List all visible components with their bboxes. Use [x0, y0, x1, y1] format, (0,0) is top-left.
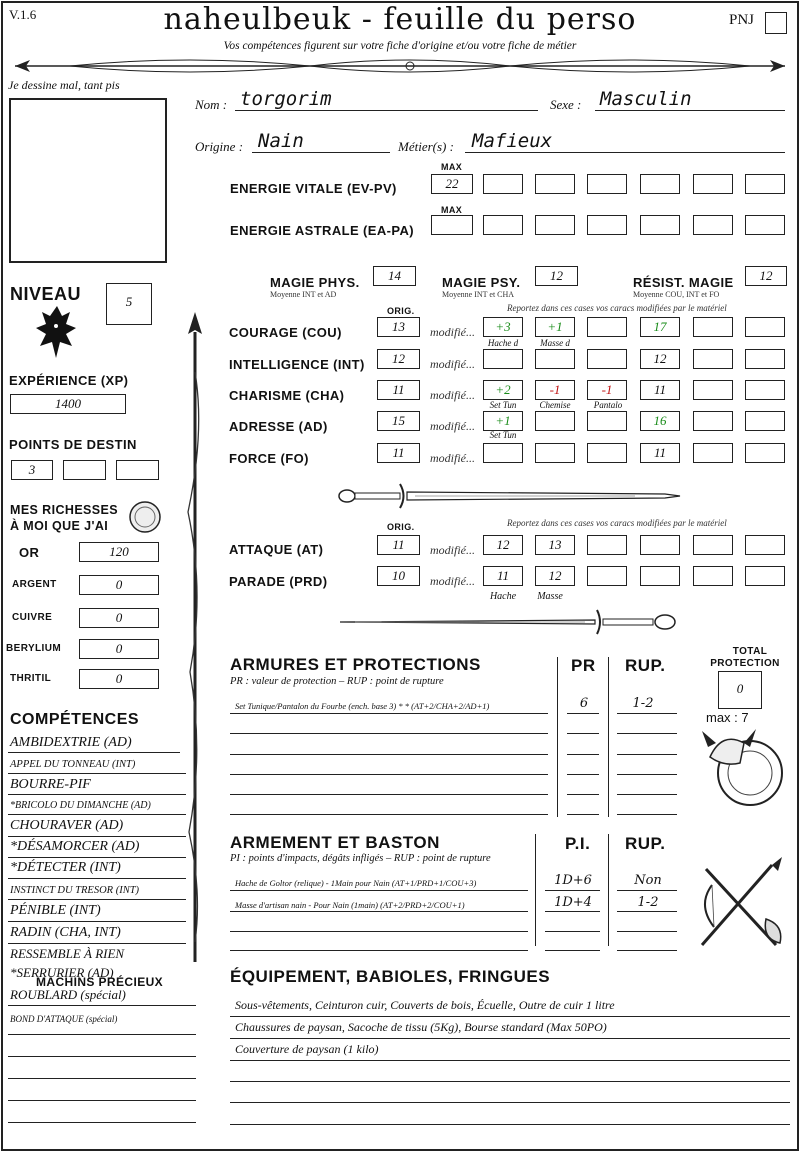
combat-note: Hache: [489, 591, 517, 602]
combat-mod-value: 11: [496, 568, 510, 583]
skill-line: [8, 1100, 196, 1101]
stat-orig-value: 13: [392, 319, 405, 334]
stat-mod-box[interactable]: [535, 349, 575, 369]
sword-icon: [335, 480, 685, 512]
berylium-box[interactable]: [79, 639, 159, 659]
ev-box[interactable]: [693, 174, 733, 194]
skill-item[interactable]: *SERRURIER (AD): [10, 965, 114, 980]
armure-line: [230, 814, 548, 815]
or-label: OR: [19, 545, 40, 560]
skill-line: [8, 1056, 196, 1057]
stat-mod-box[interactable]: [640, 317, 680, 337]
stat-orig-box[interactable]: [377, 317, 420, 337]
arme-line: [617, 890, 677, 891]
ev-label: ENERGIE VITALE (EV-PV): [230, 181, 397, 196]
attaque-orig-box[interactable]: [377, 535, 420, 555]
combat-mod-value: 12: [548, 568, 562, 583]
combat-note: Masse: [537, 591, 563, 602]
magie-phys-label: MAGIE PHYS.: [270, 275, 360, 290]
stat-mod-value: 16: [653, 413, 667, 428]
dragon-icon: [34, 302, 80, 362]
stat-orig-value: 15: [392, 413, 405, 428]
stat-mod-note: Masse d: [540, 338, 570, 348]
skill-line: [8, 1034, 196, 1035]
version-label: V.1.6: [9, 7, 37, 22]
stat-label-cou: COURAGE (COU): [229, 325, 342, 340]
magie-psy-box[interactable]: [535, 266, 578, 286]
armures-title: ARMURES ET PROTECTIONS: [230, 655, 481, 674]
stat-mod-box[interactable]: [693, 380, 733, 400]
stat-mod-box[interactable]: [640, 411, 680, 431]
stat-mod-note: Chemise: [539, 400, 571, 410]
stat-mod-box[interactable]: [587, 349, 627, 369]
modifie-label: modifié...: [430, 419, 475, 433]
combat-mod-box[interactable]: [745, 535, 785, 555]
destin-box[interactable]: [11, 460, 53, 480]
stat-mod-value: 11: [653, 445, 667, 460]
skill-item[interactable]: RESSEMBLE À RIEN: [10, 946, 125, 961]
stat-mod-box[interactable]: [745, 443, 785, 463]
stat-orig-value: 11: [392, 445, 405, 460]
destin-box[interactable]: [63, 460, 106, 480]
modifie-label: modifié...: [430, 325, 475, 339]
combat-mod-box[interactable]: [483, 535, 523, 555]
orig-label: ORIG.: [387, 306, 415, 316]
equipement-line: [230, 1081, 790, 1082]
armure-line: [617, 754, 677, 755]
skill-line: [8, 794, 186, 795]
page-subtitle: Vos compétences figurent sur votre fiche d'origine et/ou votre fiche de métier: [223, 40, 577, 52]
skill-item[interactable]: ROUBLARD (spécial): [10, 987, 126, 1002]
stat-mod-note: Set Tun: [489, 400, 517, 410]
arme-row-pi[interactable]: 1D+4: [554, 895, 592, 910]
combat-mod-value: 13: [548, 537, 562, 552]
resist-magie-box[interactable]: [745, 266, 787, 286]
nom-value[interactable]: torgorim: [240, 88, 332, 110]
metier-value[interactable]: Mafieux: [472, 130, 553, 152]
berylium-value: 0: [115, 641, 123, 656]
metier-label: Métier(s) :: [398, 139, 454, 154]
stat-mod-value: +1: [495, 413, 511, 428]
resist-magie-label: RÉSIST. MAGIE: [633, 275, 734, 290]
ea-box[interactable]: [745, 215, 785, 235]
stats-hint: Reportez dans ces cases vos caracs modifiées par le matériel: [507, 303, 727, 313]
armure-line: [617, 794, 677, 795]
stat-label-cha: CHARISME (CHA): [229, 388, 345, 403]
equipement-line: [230, 1102, 790, 1103]
stat-mod-box[interactable]: [640, 380, 680, 400]
armure-line: [567, 774, 599, 775]
stat-mod-box[interactable]: [587, 411, 627, 431]
magie-phys-box[interactable]: [373, 266, 416, 286]
equipement-line: [230, 1124, 790, 1125]
arme-line: [545, 911, 600, 912]
xp-label: EXPÉRIENCE (XP): [9, 373, 129, 388]
niveau-box[interactable]: [106, 283, 152, 325]
ea-box[interactable]: [587, 215, 627, 235]
stat-mod-box[interactable]: [535, 443, 575, 463]
stat-mod-note: Set Tun: [489, 430, 517, 440]
stat-orig-value: 11: [392, 382, 405, 397]
or-box[interactable]: [79, 542, 159, 562]
destin-value: 3: [28, 462, 36, 477]
skill-line: [8, 899, 186, 900]
skill-line: [8, 1122, 196, 1123]
destin-box[interactable]: [116, 460, 159, 480]
armure-line: [567, 814, 599, 815]
ev-max-label: MAX: [441, 162, 463, 172]
armures-subtitle: PR : valeur de protection – RUP : point de rupture: [230, 676, 444, 687]
cuivre-value: 0: [115, 610, 123, 625]
thritil-box[interactable]: [79, 669, 159, 689]
weapons-icon: [692, 855, 787, 955]
combat-mod-box[interactable]: [640, 566, 680, 586]
stat-mod-value: +2: [495, 382, 511, 397]
arme-line: [617, 950, 677, 951]
stat-mod-note: Pantalo: [593, 400, 623, 410]
resist-magie-note: Moyenne COU, INT et FO: [633, 290, 720, 299]
armure-row-name[interactable]: Set Tunique/Pantalon du Fourbe (ench. base 3) * * (AT+2/CHA+2/AD+1): [235, 701, 490, 711]
combat-mod-box[interactable]: [693, 535, 733, 555]
ornament-arrow-icon: [10, 54, 790, 78]
arme-line: [545, 950, 600, 951]
skill-item[interactable]: AMBIDEXTRIE (AD): [10, 735, 132, 750]
skill-line: [8, 752, 180, 753]
skill-item[interactable]: APPEL DU TONNEAU (INT): [10, 759, 136, 770]
ev-max-value: 22: [445, 176, 459, 191]
modifie-label: modifié...: [430, 357, 475, 371]
sword-icon: [335, 606, 685, 638]
armure-line: [230, 733, 548, 734]
ea-box[interactable]: [535, 215, 575, 235]
equipement-row[interactable]: Sous-vêtements, Ceinturon cuir, Couverts de bois, Écuelle, Outre de cuir 1 litre: [235, 998, 615, 1012]
armure-line: [617, 733, 677, 734]
combat-mod-box[interactable]: [745, 566, 785, 586]
arme-line: [617, 911, 677, 912]
skill-line: [8, 1005, 196, 1006]
stat-mod-value: 17: [653, 319, 667, 334]
attaque-label: ATTAQUE (AT): [229, 542, 324, 557]
arme-line: [230, 931, 528, 932]
stat-mod-box[interactable]: [693, 349, 733, 369]
arme-row-name[interactable]: Masse d'artisan nain - Pour Nain (1main) (AT+2/PRD+2/COU+1): [235, 900, 465, 910]
stat-mod-box[interactable]: [693, 443, 733, 463]
ev-box[interactable]: [640, 174, 680, 194]
magie-phys-note: Moyenne INT et AD: [270, 290, 337, 299]
arme-row-rup[interactable]: Non: [634, 873, 662, 888]
spear-icon: [180, 312, 210, 972]
stat-mod-value: -1: [601, 382, 613, 397]
ea-max-box[interactable]: [431, 215, 473, 235]
ea-label: ENERGIE ASTRALE (EA-PA): [230, 223, 414, 238]
stat-mod-box[interactable]: [587, 443, 627, 463]
armement-col-divider: [608, 834, 609, 946]
parade-orig-box[interactable]: [377, 566, 420, 586]
cuivre-label: CUIVRE: [12, 612, 53, 623]
skill-line: [8, 857, 186, 858]
armement-col-divider: [535, 834, 536, 946]
stat-orig-value: 12: [392, 351, 405, 366]
armures-col-divider: [608, 657, 609, 817]
combat-mod-box[interactable]: [640, 535, 680, 555]
armures-col-rup: RUP.: [625, 656, 666, 675]
equipement-title: ÉQUIPEMENT, BABIOLES, FRINGUES: [230, 967, 551, 986]
niveau-label: NIVEAU: [10, 284, 82, 304]
skill-line: [8, 878, 186, 879]
stat-mod-box[interactable]: [693, 317, 733, 337]
modifie-label: modifié...: [430, 388, 475, 402]
armement-col-pi: P.I.: [565, 834, 591, 853]
arme-line: [230, 911, 528, 912]
stat-mod-box[interactable]: [483, 411, 523, 431]
skill-item[interactable]: BOURRE-PIF: [10, 777, 91, 792]
magie-psy-value: 12: [550, 268, 563, 283]
stat-mod-box[interactable]: [535, 317, 575, 337]
combat-mod-box[interactable]: [693, 566, 733, 586]
armure-line: [617, 814, 677, 815]
armure-line: [230, 754, 548, 755]
nom-label: Nom :: [195, 97, 228, 112]
stat-mod-value: 12: [653, 351, 667, 366]
resist-magie-value: 12: [759, 268, 773, 283]
or-value: 120: [109, 544, 129, 559]
stat-mod-box[interactable]: [483, 380, 523, 400]
nom-line: [235, 110, 538, 111]
armure-line: [567, 794, 599, 795]
origine-value[interactable]: Nain: [258, 130, 304, 152]
equipement-row[interactable]: Chaussures de paysan, Sacoche de tissu (5Kg), Bourse standard (Max 50PO): [235, 1020, 607, 1034]
equipement-line: [230, 1060, 790, 1061]
stat-mod-value: +3: [495, 319, 511, 334]
ea-box[interactable]: [640, 215, 680, 235]
armure-row-rup[interactable]: 1-2: [632, 696, 654, 711]
coin-icon: [128, 500, 162, 534]
arme-line: [230, 890, 528, 891]
total-protection-label-2: PROTECTION: [710, 658, 780, 669]
armement-subtitle: PI : points d'impacts, dégâts infligés – RUP : point de rupture: [230, 853, 491, 864]
page-title: naheulbeuk - feuille du perso: [163, 2, 637, 37]
skill-line: [8, 1078, 196, 1079]
armure-row-pr[interactable]: 6: [579, 696, 589, 711]
stat-mod-box[interactable]: [745, 349, 785, 369]
armure-line: [617, 713, 677, 714]
stat-orig-box[interactable]: [377, 443, 420, 463]
stat-mod-box[interactable]: [640, 349, 680, 369]
origine-label: Origine :: [195, 139, 244, 154]
skill-item[interactable]: INSTINCT DU TRESOR (INT): [10, 885, 140, 896]
ev-box[interactable]: [587, 174, 627, 194]
skill-line: [8, 943, 186, 944]
combat-mod-box[interactable]: [535, 566, 575, 586]
origine-line: [252, 152, 390, 153]
skill-item[interactable]: PÉNIBLE (INT): [10, 903, 101, 918]
stat-mod-value: -1: [549, 382, 561, 397]
xp-value: 1400: [55, 396, 81, 411]
pnj-checkbox[interactable]: [765, 12, 787, 34]
berylium-label: BERYLIUM: [6, 643, 62, 654]
portrait-frame[interactable]: [9, 98, 167, 263]
total-protection-value: 0: [736, 681, 744, 696]
parade-orig-value: 10: [392, 568, 405, 583]
skill-item[interactable]: BOND D'ATTAQUE (spécial): [10, 1014, 118, 1024]
thritil-label: THRITIL: [10, 673, 52, 684]
stat-mod-box[interactable]: [745, 411, 785, 431]
stat-mod-box[interactable]: [587, 380, 627, 400]
equipement-line: [230, 1016, 790, 1017]
modifie-label: modifié...: [430, 574, 475, 588]
modifie-label: modifié...: [430, 451, 475, 465]
equipement-row[interactable]: Couverture de paysan (1 kilo): [235, 1042, 379, 1056]
ea-box[interactable]: [693, 215, 733, 235]
total-protection-box[interactable]: [718, 671, 762, 709]
arme-line: [230, 950, 528, 951]
armures-col-pr: PR: [571, 656, 596, 675]
combat-mod-box[interactable]: [587, 535, 627, 555]
argent-value: 0: [115, 577, 123, 592]
armement-title: ARMEMENT ET BASTON: [230, 833, 440, 852]
stat-mod-value: 11: [653, 382, 667, 397]
helmet-shield-icon: [700, 725, 790, 810]
stat-orig-box[interactable]: [377, 380, 420, 400]
richesses-title-1: MES RICHESSES: [10, 503, 119, 517]
stat-mod-box[interactable]: [535, 411, 575, 431]
ev-box[interactable]: [535, 174, 575, 194]
skill-item[interactable]: *DÉSAMORCER (AD): [10, 839, 140, 854]
arme-row-pi[interactable]: 1D+6: [554, 873, 592, 888]
skill-item[interactable]: *BRICOLO DU DIMANCHE (AD): [10, 800, 151, 811]
pnj-label: PNJ: [729, 12, 755, 28]
armure-line: [230, 713, 548, 714]
parade-label: PARADE (PRD): [229, 574, 328, 589]
ea-max-label: MAX: [441, 205, 463, 215]
skill-line: [8, 836, 186, 837]
ev-box[interactable]: [483, 174, 523, 194]
armure-line: [230, 774, 548, 775]
stat-mod-box[interactable]: [745, 317, 785, 337]
niveau-value: 5: [125, 294, 133, 309]
cuivre-box[interactable]: [79, 608, 159, 628]
magie-phys-value: 14: [388, 268, 401, 283]
modifie-label: modifié...: [430, 543, 475, 557]
stat-mod-box[interactable]: [693, 411, 733, 431]
destin-label: POINTS DE DESTIN: [9, 437, 137, 452]
stat-orig-box[interactable]: [377, 349, 420, 369]
stat-mod-box[interactable]: [483, 443, 523, 463]
argent-label: ARGENT: [12, 579, 57, 590]
stat-label-int: INTELLIGENCE (INT): [229, 357, 365, 372]
stat-mod-box[interactable]: [745, 380, 785, 400]
stat-orig-box[interactable]: [377, 411, 420, 431]
skill-line: [8, 814, 186, 815]
ev-max-box[interactable]: [431, 174, 473, 194]
sexe-line: [595, 110, 785, 111]
xp-box[interactable]: [10, 394, 126, 414]
richesses-title-2: À MOI QUE J'AI: [10, 519, 109, 533]
stat-label-ad: ADRESSE (AD): [229, 419, 328, 434]
stat-mod-box[interactable]: [587, 317, 627, 337]
total-protection-label-1: TOTAL: [732, 646, 768, 657]
sexe-label: Sexe :: [550, 97, 582, 112]
armement-col-rup: RUP.: [625, 834, 666, 853]
arme-row-name[interactable]: Hache de Goltor (relique) - 1Main pour Nain (AT+1/PRD+1/COU+3): [235, 878, 477, 888]
combat-mod-box[interactable]: [535, 535, 575, 555]
armures-col-divider: [557, 657, 558, 817]
stat-mod-box[interactable]: [640, 443, 680, 463]
competences-title: COMPÉTENCES: [10, 711, 140, 728]
magie-psy-label: MAGIE PSY.: [442, 275, 521, 290]
arme-row-rup[interactable]: 1-2: [637, 895, 659, 910]
stat-mod-box[interactable]: [483, 317, 523, 337]
ea-box[interactable]: [483, 215, 523, 235]
portrait-caption: Je dessine mal, tant pis: [8, 78, 120, 92]
stat-mod-value: +1: [547, 319, 563, 334]
combat-hint: Reportez dans ces cases vos caracs modifiées par le matériel: [507, 518, 727, 528]
equipement-line: [230, 1038, 790, 1039]
skill-line: [8, 773, 186, 774]
stat-label-fo: FORCE (FO): [229, 451, 309, 466]
max-protection-label: max : 7: [706, 710, 749, 725]
skill-item[interactable]: RADIN (CHA, INT): [10, 925, 121, 940]
thritil-value: 0: [115, 671, 123, 686]
armure-line: [567, 713, 599, 714]
armure-line: [567, 733, 599, 734]
arme-line: [545, 931, 600, 932]
armure-line: [617, 774, 677, 775]
magie-psy-note: Moyenne INT et CHA: [442, 290, 515, 299]
metier-line: [465, 152, 785, 153]
skill-item[interactable]: CHOURAVER (AD): [10, 818, 124, 833]
sexe-value[interactable]: Masculin: [600, 88, 692, 110]
ev-box[interactable]: [745, 174, 785, 194]
arme-line: [545, 890, 600, 891]
armure-line: [230, 794, 548, 795]
armure-line: [567, 754, 599, 755]
attaque-orig-value: 11: [392, 537, 405, 552]
skill-line: [8, 921, 186, 922]
stat-mod-note: Hache d: [487, 338, 519, 348]
stat-mod-box[interactable]: [535, 380, 575, 400]
argent-box[interactable]: [79, 575, 159, 595]
combat-mod-value: 12: [496, 537, 510, 552]
combat-orig-label: ORIG.: [387, 522, 415, 532]
skill-item[interactable]: *DÉTECTER (INT): [10, 860, 121, 875]
arme-line: [617, 931, 677, 932]
machins-precieux-label: MACHINS PRÉCIEUX: [36, 975, 164, 989]
combat-mod-box[interactable]: [587, 566, 627, 586]
combat-mod-box[interactable]: [483, 566, 523, 586]
stat-mod-box[interactable]: [483, 349, 523, 369]
